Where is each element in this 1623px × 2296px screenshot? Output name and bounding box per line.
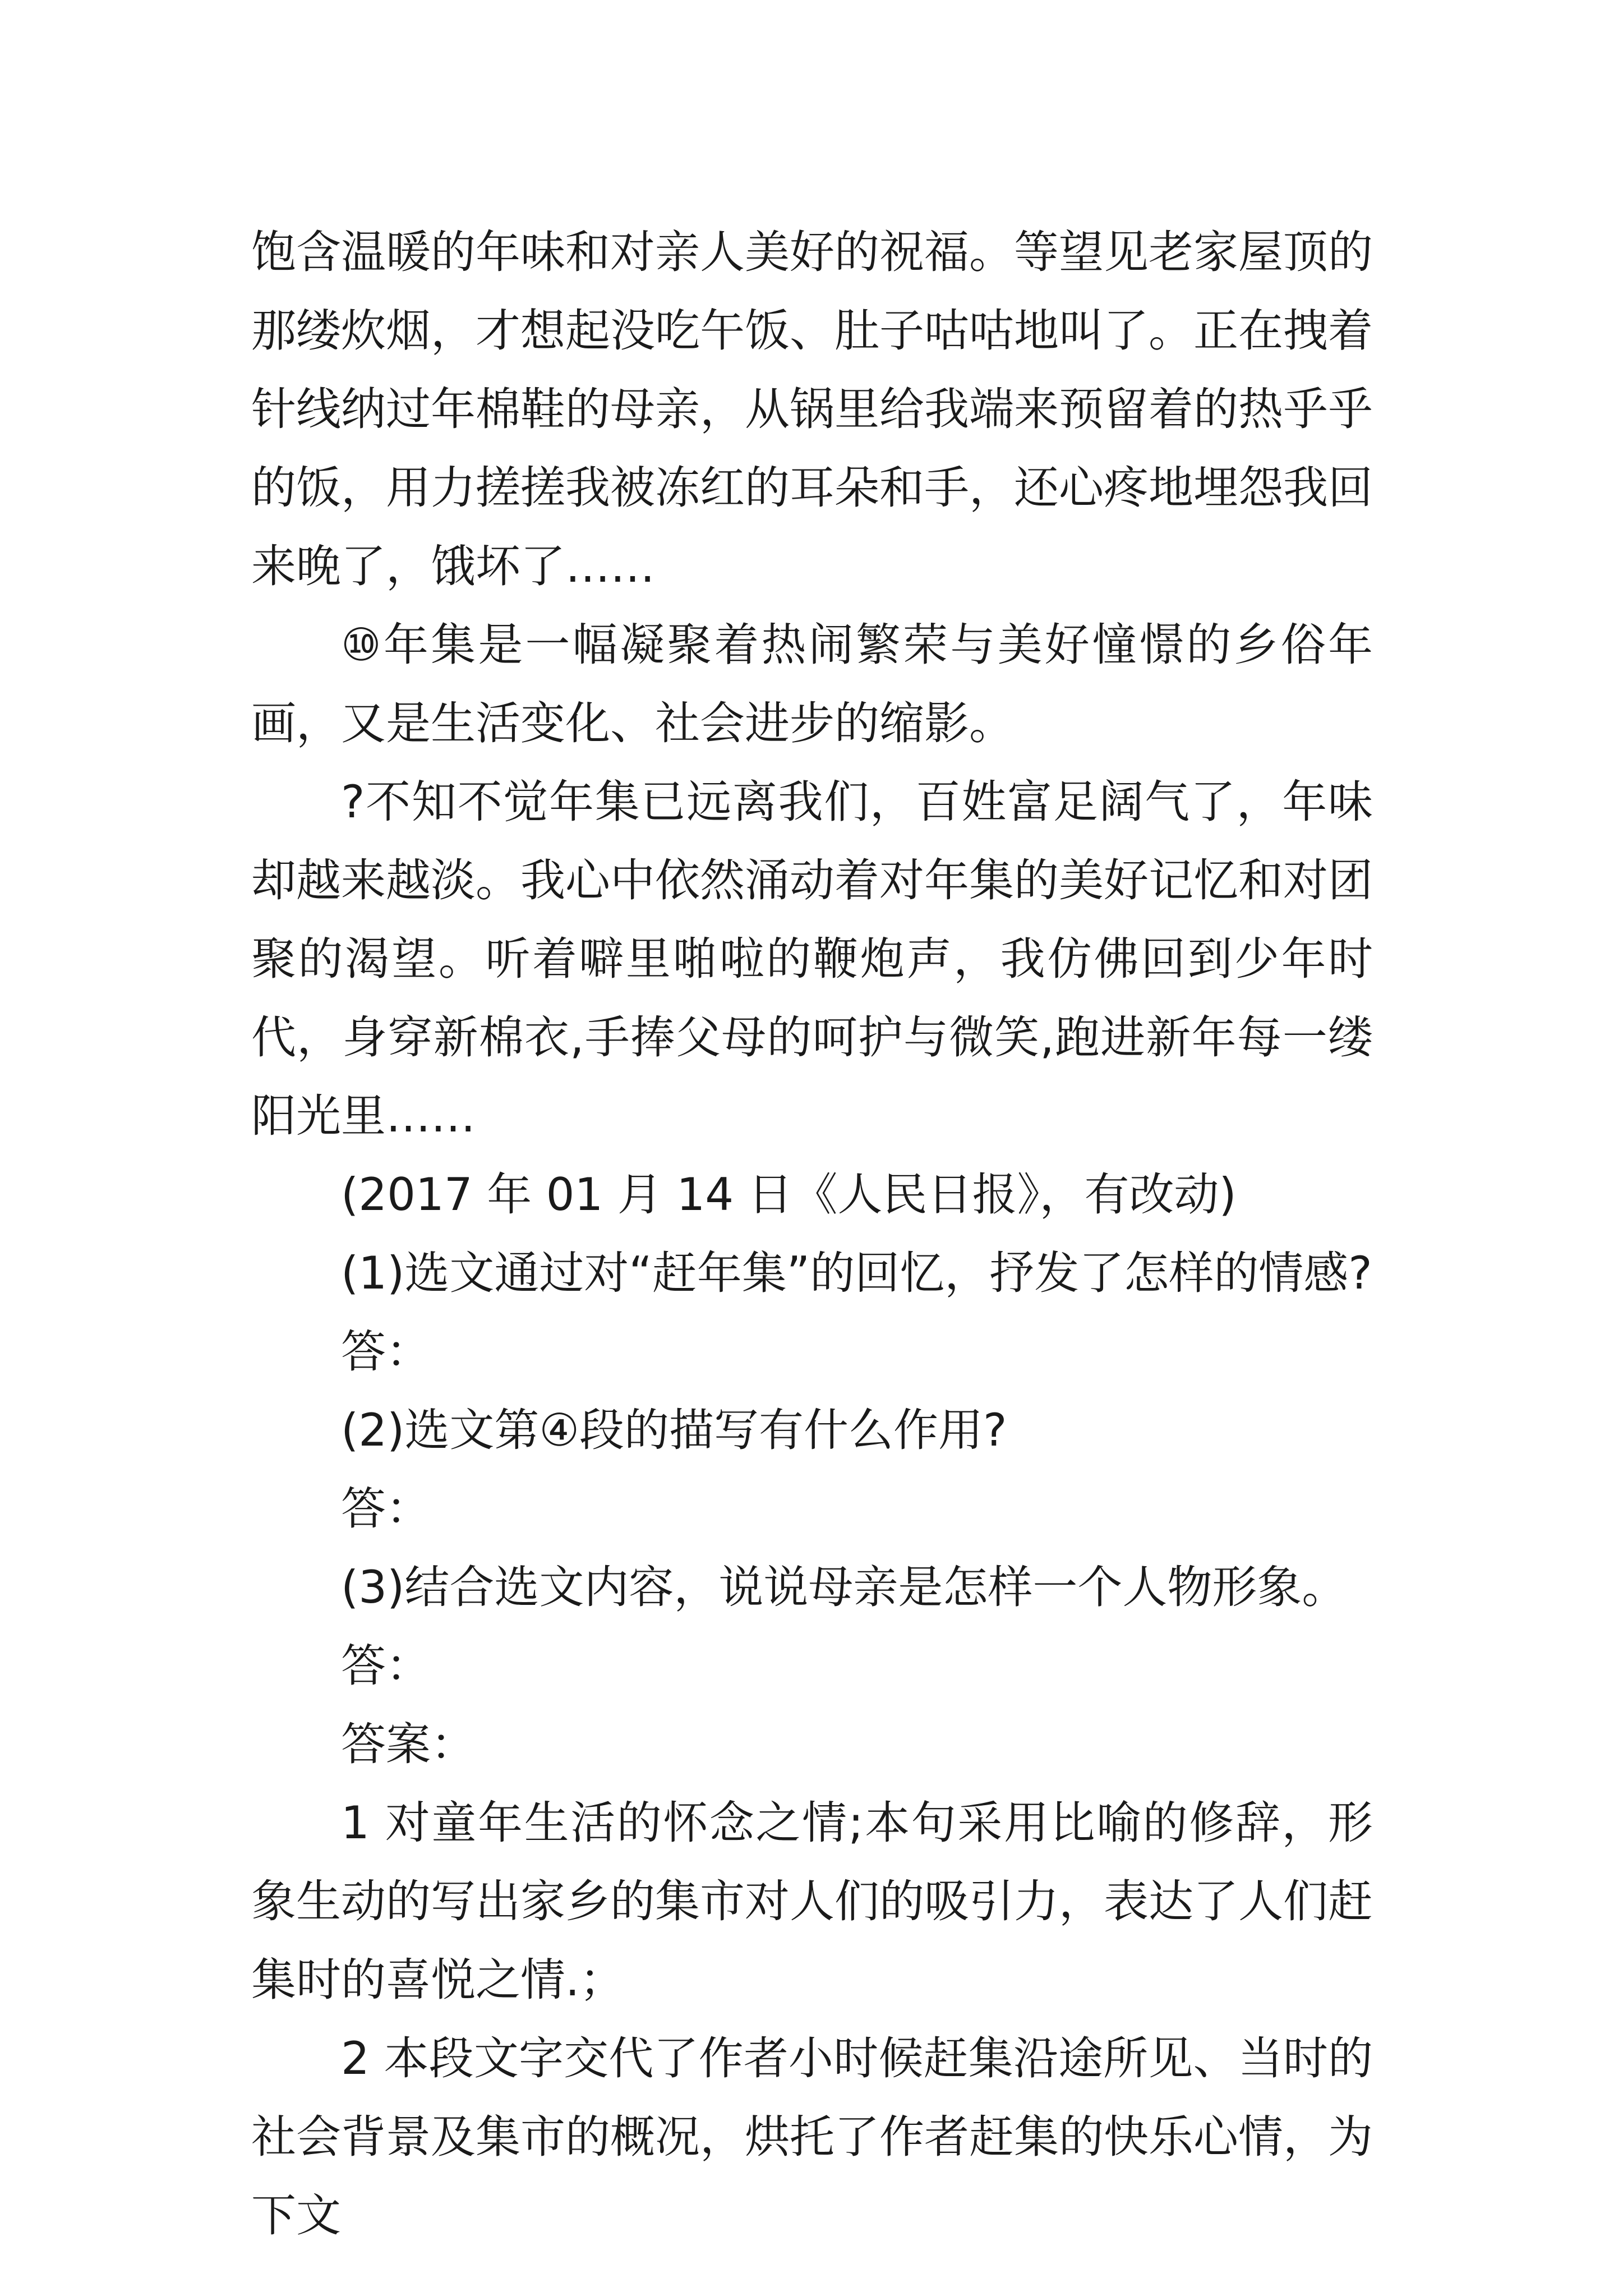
answer-label-2: 答：: [341, 1483, 431, 1535]
question-1: (1)选文通过对“赶年集”的回忆，抒发了怎样的情感?: [341, 1247, 1372, 1299]
document-body: [251, 213, 1373, 2255]
source-citation: (2017 年 01 月 14 日《人民日报》，有改动): [341, 1168, 1237, 1221]
question-2: (2)选文第④段的描写有什么作用?: [341, 1404, 1007, 1456]
answer-key-heading: 答案：: [341, 1718, 476, 1770]
paragraph-10: ⑩年集是一幅凝聚着热闹繁荣与美好憧憬的乡俗年画，又是生活变化、社会进步的缩影。: [251, 619, 1373, 749]
paragraph-continuation: 饱含温暖的年味和对亲人美好的祝福。等望见老家屋顶的那缕炊烟，才想起没吃午饭、肚子咕咕地叫了。正在拽着针线纳过年棉鞋的母亲，从锅里给我端来预留着的热乎乎的饭，用力搓搓我被冻红的耳朵和手，还心疼地埋怨我回来晚了，饿坏了……: [251, 226, 1373, 592]
answer-1: 1 对童年生活的怀念之情;本句采用比喻的修辞，形象生动的写出家乡的集市对人们的吸引力，表达了人们赶集时的喜悦之情.；: [251, 1797, 1373, 2006]
paragraph-11: ?不知不觉年集已远离我们，百姓富足阔气了，年味却越来越淡。我心中依然涌动着对年集的美好记忆和对团聚的渴望。听着噼里啪啦的鞭炮声，我仿佛回到少年时代，身穿新棉衣,手捧父母的呵护与微笑,跑进新年每一缕阳光里……: [251, 776, 1373, 1142]
answer-2: 2 本段文字交代了作者小时候赶集沿途所见、当时的社会背景及集市的概况，烘托了作者赶集的快乐心情，为下文: [251, 2032, 1373, 2242]
answer-label-3: 答：: [341, 1640, 431, 1692]
answer-label-1: 答：: [341, 1326, 431, 1378]
question-3: (3)结合选文内容，说说母亲是怎样一个人物形象。: [341, 1561, 1347, 1613]
